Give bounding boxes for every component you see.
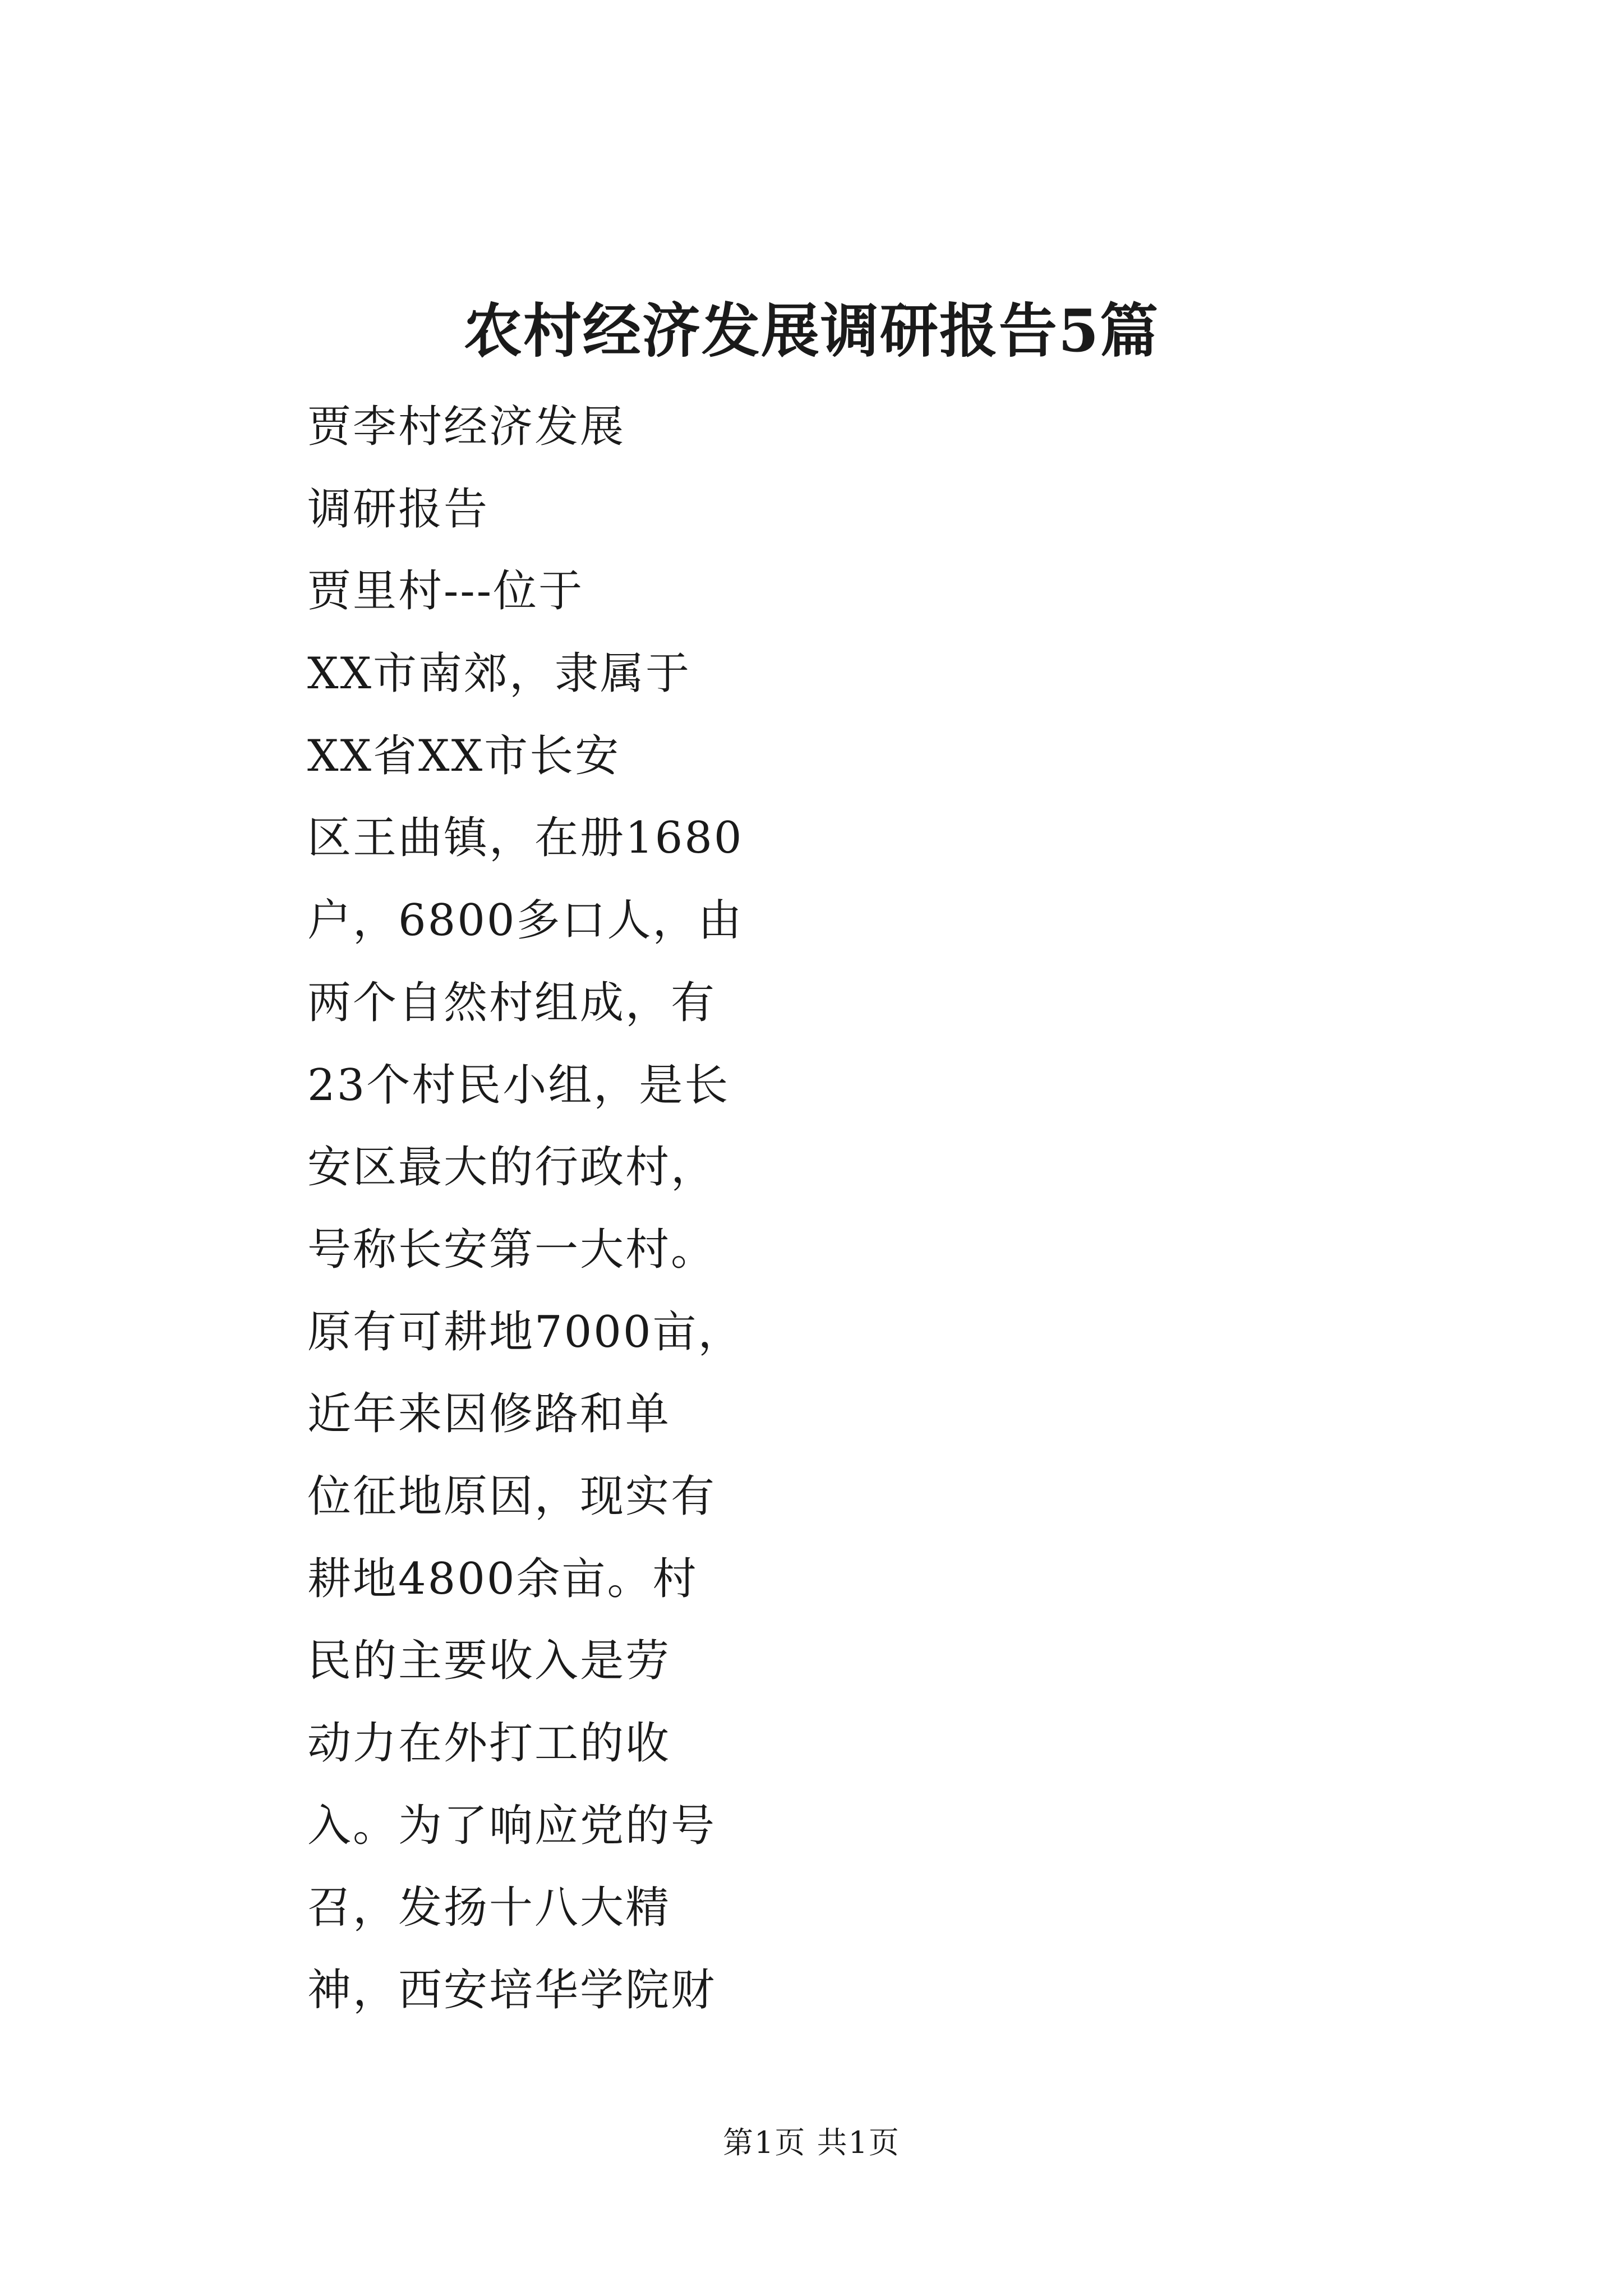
body-line: 动力在外打工的收 — [307, 1718, 671, 1769]
body-line: 调研报告 — [307, 484, 490, 535]
body-line: XX省XX市长安 — [307, 730, 621, 781]
body-line: 号称长安第一大村。 — [307, 1224, 717, 1275]
body-text — [307, 386, 744, 2032]
body-line: 区王曲镇，在册1680 — [307, 813, 744, 864]
body-line: 召，发扬十八大精 — [307, 1883, 671, 1934]
body-line: XX市南郊，隶属于 — [307, 648, 691, 700]
body-line: 安区最大的行政村， — [307, 1142, 717, 1193]
body-line: 两个自然村组成，有 — [307, 977, 717, 1028]
body-line: 民的主要收入是劳 — [307, 1636, 671, 1687]
body-line: 神，西安培华学院财 — [307, 1965, 717, 2016]
document-title: 农村经济发展调研报告5篇 — [463, 296, 1160, 365]
body-line: 近年来因修路和单 — [307, 1389, 671, 1440]
body-line: 原有可耕地7000亩， — [307, 1306, 744, 1358]
body-line: 户，6800多口人，由 — [307, 895, 744, 946]
body-line: 耕地4800余亩。村 — [307, 1553, 698, 1604]
page-footer: 第1页 共1页 — [723, 2125, 900, 2160]
body-line: 入。为了响应党的号 — [307, 1800, 717, 1851]
body-line: 贾李村经济发展 — [307, 402, 626, 452]
body-line: 23个村民小组，是长 — [307, 1060, 730, 1111]
body-line: 位征地原因，现实有 — [307, 1471, 717, 1522]
body-line: 贾里村---位于 — [307, 566, 584, 617]
